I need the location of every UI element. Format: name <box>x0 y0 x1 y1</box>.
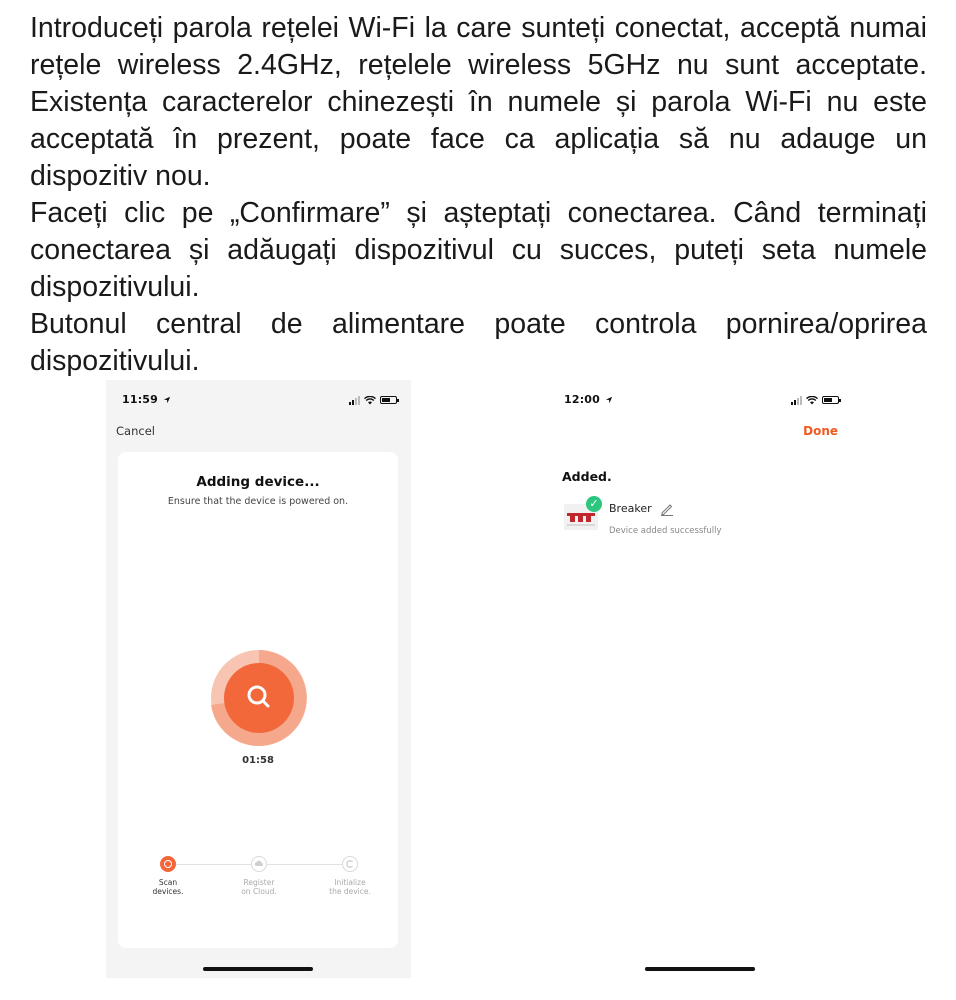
status-icons <box>791 393 839 405</box>
step-label-line: Scan <box>158 878 178 887</box>
step-label-line: Register <box>243 878 275 887</box>
instructions-text <box>30 10 927 380</box>
step-label <box>315 878 385 896</box>
device-name: Breaker <box>609 502 652 515</box>
device-added-screen <box>548 380 853 978</box>
home-indicator[interactable] <box>645 967 755 971</box>
step-label-line: on Cloud. <box>241 887 277 896</box>
battery-icon <box>380 396 397 404</box>
success-check-icon: ✓ <box>586 496 602 512</box>
cancel-button[interactable]: Cancel <box>116 424 155 438</box>
battery-icon <box>822 396 839 404</box>
countdown-timer: 01:58 <box>242 755 274 766</box>
step-initialize-device <box>315 856 385 896</box>
status-icons <box>349 393 397 405</box>
search-progress-icon <box>206 650 312 746</box>
power-on-hint: Ensure that the device is powered on. <box>167 496 349 507</box>
status-time-text: 12:00 <box>564 393 601 406</box>
adding-device-title: Adding device... <box>196 474 320 490</box>
status-time <box>564 393 613 406</box>
adding-device-screen <box>106 380 411 978</box>
status-time <box>122 393 171 406</box>
scan-step-icon <box>160 856 176 872</box>
adding-device-card <box>118 452 398 948</box>
wifi-icon <box>806 396 818 405</box>
instruction-paragraph-confirm: Faceți clic pe „Confirmare” și așteptați conectarea. Când terminați conectarea și adăugați dispozitivul cu succes, puteți seta numele dispozitivului. <box>30 197 927 303</box>
cellular-signal-icon <box>349 396 360 405</box>
step-label-line: Initialize <box>334 878 366 887</box>
instruction-paragraph-wifi: Introduceți parola rețelei Wi-Fi la care sunteți conectat, acceptă numai rețele wireless 2.4GHz, rețelele wireless 5GHz nu sunt acceptate. Existența caracterelor chinezești în numele și parola Wi-Fi nu este acceptată în prezent, poate face ca aplicația să nu adauge un dispozitiv nou. <box>30 12 927 192</box>
step-label <box>224 878 294 896</box>
cellular-signal-icon <box>791 396 802 405</box>
edit-pencil-icon[interactable] <box>660 502 674 516</box>
status-time-text: 11:59 <box>122 393 159 406</box>
location-arrow-icon <box>605 396 613 404</box>
step-label <box>133 878 203 896</box>
step-register-cloud <box>224 856 294 896</box>
instruction-paragraph-power: Butonul central de alimentare poate controla pornirea/oprirea dispozitivului. <box>30 308 927 377</box>
device-added-status: Device added successfully <box>609 526 722 536</box>
home-indicator[interactable] <box>203 967 313 971</box>
wifi-icon <box>364 396 376 405</box>
step-label-line: the device. <box>329 887 371 896</box>
cloud-step-icon <box>251 856 267 872</box>
step-scan-devices <box>133 856 203 896</box>
done-button[interactable]: Done <box>803 424 838 438</box>
location-arrow-icon <box>163 396 171 404</box>
step-label-line: devices. <box>152 887 184 896</box>
initialize-step-icon <box>342 856 358 872</box>
added-section-title: Added. <box>562 469 612 484</box>
